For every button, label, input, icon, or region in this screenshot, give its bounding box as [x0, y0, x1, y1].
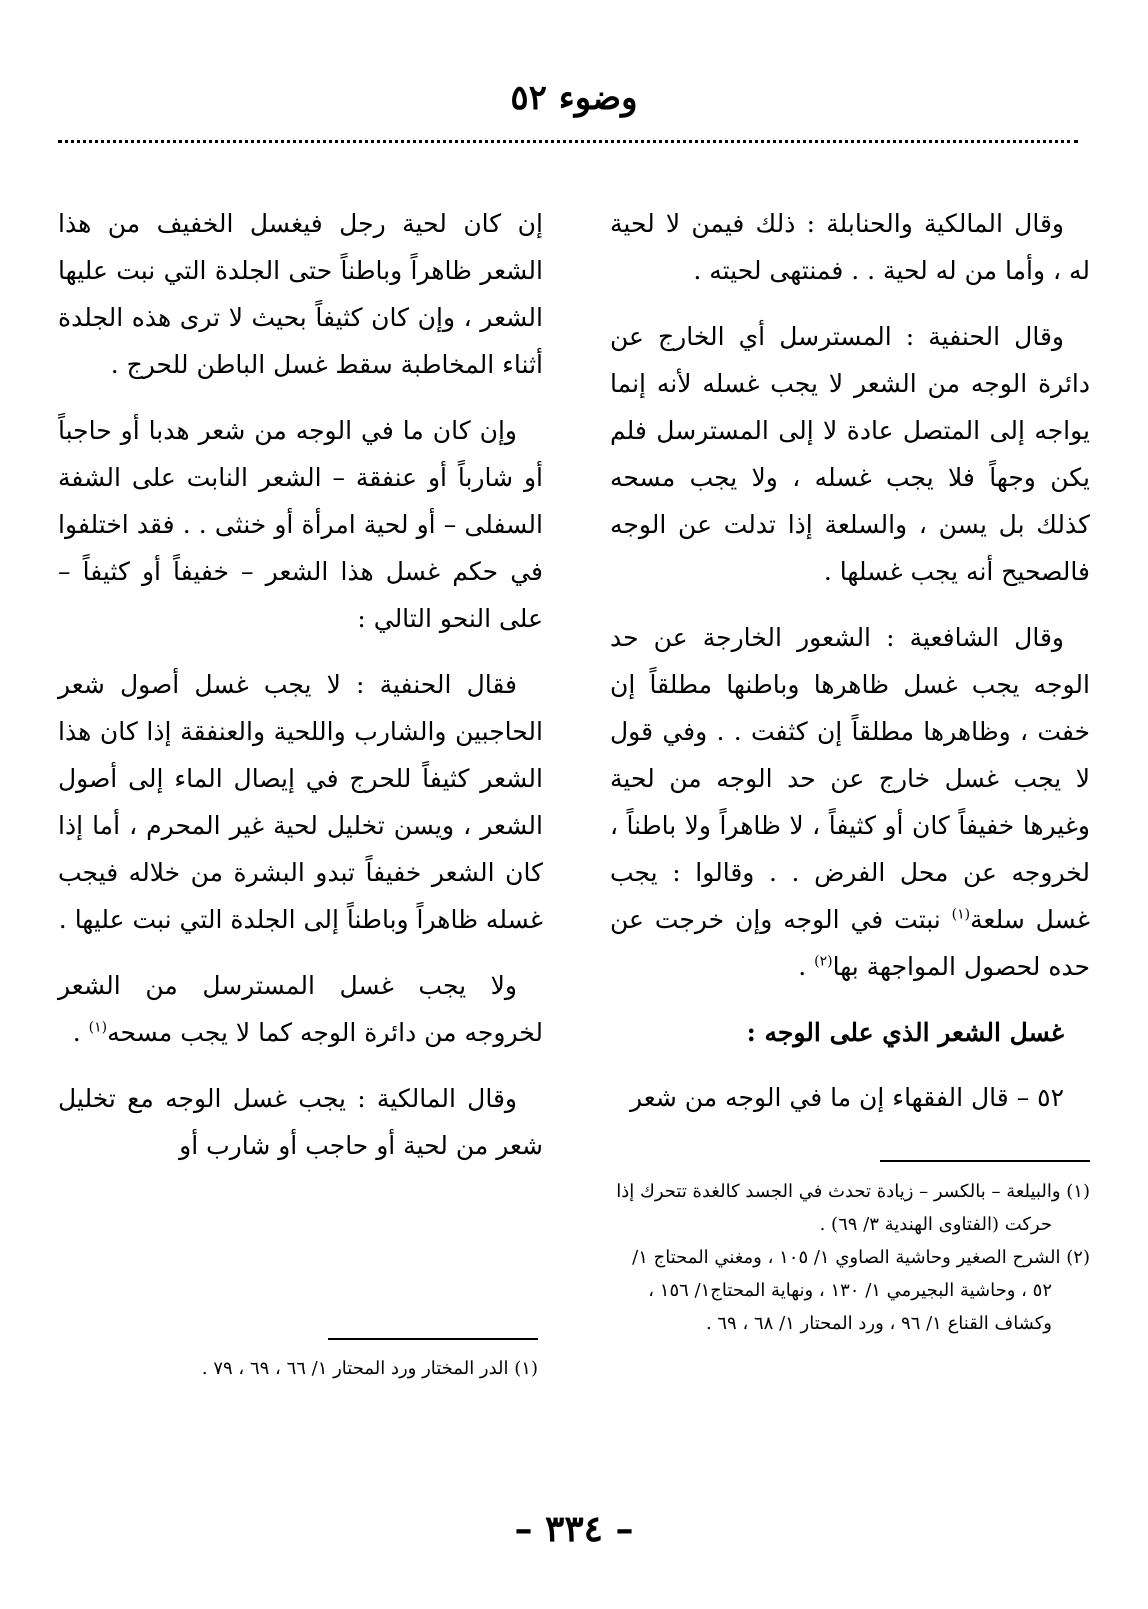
right-paragraph-3-part-b: نبتت في الوجه وإن خرجت عن حده لحصول المواجهة بها: [610, 905, 1090, 981]
section-heading: غسل الشعر الذي على الوجه :: [746, 1018, 1064, 1047]
left-paragraph-4: [58, 962, 543, 1056]
footnote-right-1: (١) والبيلعة – بالكسر – زيادة تحدث في الجسد كالغدة تتحرك إذا حركت (الفتاوى الهندية ٣/ ٦٩) .: [616, 1181, 1090, 1235]
footnote-left-1: (١) الدر المختار ورد المحتار ١/ ٦٦ ، ٦٩ ، ٧٩ .: [201, 1358, 538, 1379]
left-column: [58, 200, 543, 1188]
right-paragraph-1: وقال المالكية والحنابلة : ذلك فيمن لا لحية له ، وأما من له لحية . . فمنتهى لحيته .: [610, 209, 1090, 285]
right-column: [610, 200, 1090, 1140]
footnote-ref-1: (١): [951, 906, 971, 923]
footnote-ref-2: (٢): [814, 953, 833, 970]
left-paragraph-4-part-a: ولا يجب غسل المسترسل من الشعر لخروجه من دائرة الوجه كما لا يجب مسحه: [58, 971, 543, 1047]
footnote-rule-right: [880, 1160, 1090, 1162]
footnotes-left: [58, 1352, 538, 1385]
right-paragraph-2: وقال الحنفية : المسترسل أي الخارج عن دائرة الوجه من الشعر لا يجب غسله لأنه إنما يواجه إلى المتصل عادة لا إلى المسترسل فلم يكن وجهاً فلا يجب غسله ، ولا يجب مسحه كذلك بل يسن ، والسلعة إذا تدلت عن الوجه فالصحيح أنه يجب غسلها .: [610, 322, 1090, 586]
left-paragraph-1: إن كان لحية رجل فيغسل الخفيف من هذا الشعر ظاهراً وباطناً حتى الجلدة التي نبت عليها الشعر ، وإن كان كثيفاً بحيث لا ترى هذه الجلدة أثناء المخاطبة سقط غسل الباطن للحرج .: [58, 209, 543, 379]
left-paragraph-3: فقال الحنفية : لا يجب غسل أصول شعر الحاجبين والشارب واللحية والعنفقة إذا كان هذا الشعر كثيفاً للحرج في إيصال الماء إلى أصول الشعر ، ويسن تخليل لحية غير المحرم ، أما إذا كان الشعر خفيفاً تبدو البشرة من خلاله فيجب غسله ظاهراً وباطناً إلى الجلدة التي نبت عليها .: [58, 670, 543, 934]
header-dotted-divider: [58, 140, 1078, 143]
right-paragraph-3-part-a: وقال الشافعية : الشعور الخارجة عن حد الوجه يجب غسل ظاهرها وباطنها مطلقاً إن خفت ، وظاهرها مطلقاً إن كثفت . . وفي قول لا يجب غسل خارج عن حد الوجه من لحية وغيرها خفيفاً كان أو كثيفاً ، لا ظاهراً ولا باطناً ، لخروجه عن محل الفرض . . وقالوا : يجب غسل سلعة: [610, 623, 1090, 934]
left-paragraph-4-part-b: .: [72, 1018, 89, 1047]
right-paragraph-3: [610, 614, 1090, 990]
footnote-rule-left: [328, 1338, 538, 1340]
right-paragraph-3-part-c: .: [798, 952, 815, 981]
page-header-title: وضوء ٥٢: [510, 78, 638, 118]
left-paragraph-2: وإن كان ما في الوجه من شعر هدبا أو حاجباً أو شارباً أو عنفقة – الشعر النابت على الشفة السفلى – أو لحية امرأة أو خنثى . . فقد اختلفوا في حكم غسل هذا الشعر – خفيفاً أو كثيفاً – على النحو التالي :: [58, 416, 543, 633]
right-paragraph-4: ٥٢ – قال الفقهاء إن ما في الوجه من شعر: [629, 1083, 1064, 1112]
page-number: – ٣٣٤ –: [514, 1508, 634, 1550]
footnote-right-2: (٢) الشرح الصغير وحاشية الصاوي ١/ ١٠٥ ، ومغني المحتاج ١/ ٥٢ ، وحاشية البجيرمي ١/ ١٣٠ ، ونهاية المحتاج١/ ١٥٦ ، وكشاف القناع ١/ ٩٦ ، ورد المحتار ١/ ٦٨ ، ٦٩ .: [632, 1247, 1090, 1334]
footnotes-right: [610, 1175, 1090, 1340]
footnote-ref-left-1: (١): [88, 1019, 108, 1036]
left-paragraph-5: وقال المالكية : يجب غسل الوجه مع تخليل شعر من لحية أو حاجب أو شارب أو: [58, 1084, 543, 1160]
